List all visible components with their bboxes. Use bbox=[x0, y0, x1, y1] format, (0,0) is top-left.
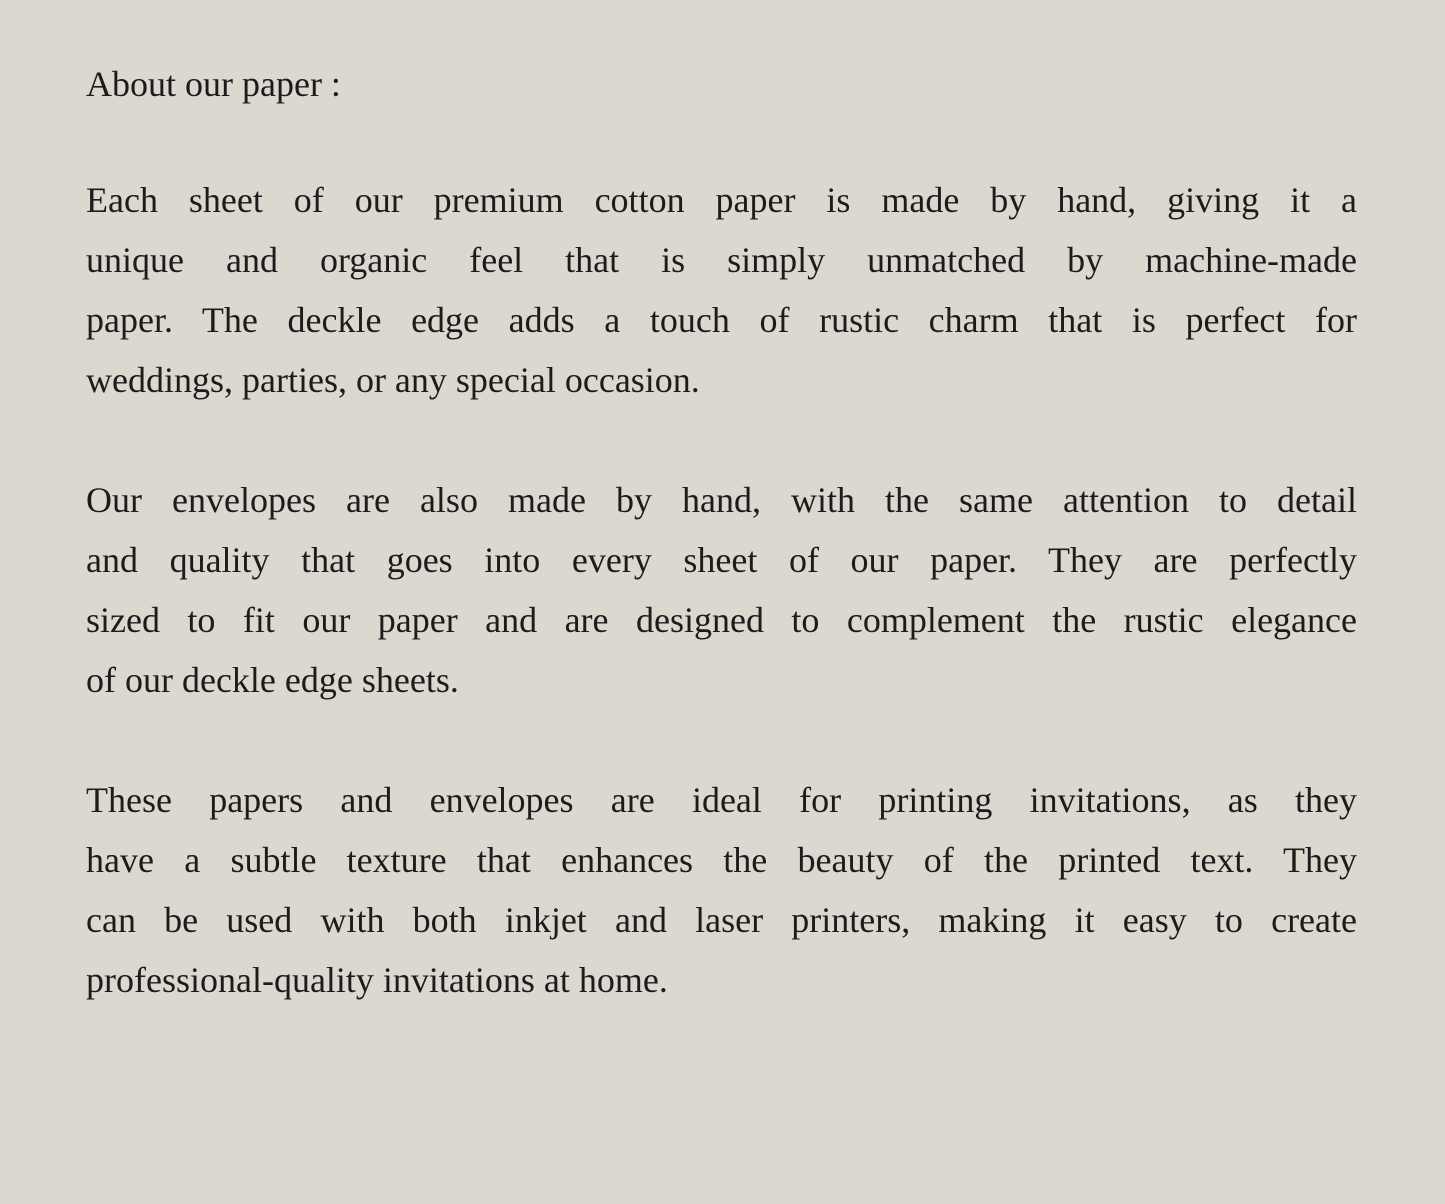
paragraph-line: These papers and envelopes are ideal for printing invitations, as they bbox=[86, 780, 1357, 820]
paragraph-line: Our envelopes are also made by hand, with the same attention to detail bbox=[86, 480, 1357, 520]
paragraph bbox=[86, 170, 1357, 410]
paragraph-line: professional-quality invitations at home. bbox=[86, 960, 668, 1000]
paragraph bbox=[86, 770, 1357, 1010]
paragraph-line: unique and organic feel that is simply unmatched by machine-made bbox=[86, 240, 1357, 280]
page-title: About our paper : bbox=[86, 64, 341, 104]
paragraph-line: of our deckle edge sheets. bbox=[86, 660, 459, 700]
paragraph-line: weddings, parties, or any special occasion. bbox=[86, 360, 700, 400]
paragraph-line: and quality that goes into every sheet of our paper. They are perfectly bbox=[86, 540, 1357, 580]
paragraph-line: have a subtle texture that enhances the beauty of the printed text. They bbox=[86, 840, 1357, 880]
paragraph-line: can be used with both inkjet and laser printers, making it easy to create bbox=[86, 900, 1357, 940]
paragraph-line: paper. The deckle edge adds a touch of rustic charm that is perfect for bbox=[86, 300, 1357, 340]
paragraph bbox=[86, 470, 1357, 710]
paragraph-line: Each sheet of our premium cotton paper is made by hand, giving it a bbox=[86, 180, 1357, 220]
paragraph-line: sized to fit our paper and are designed to complement the rustic elegance bbox=[86, 600, 1357, 640]
document-body bbox=[86, 170, 1357, 1010]
